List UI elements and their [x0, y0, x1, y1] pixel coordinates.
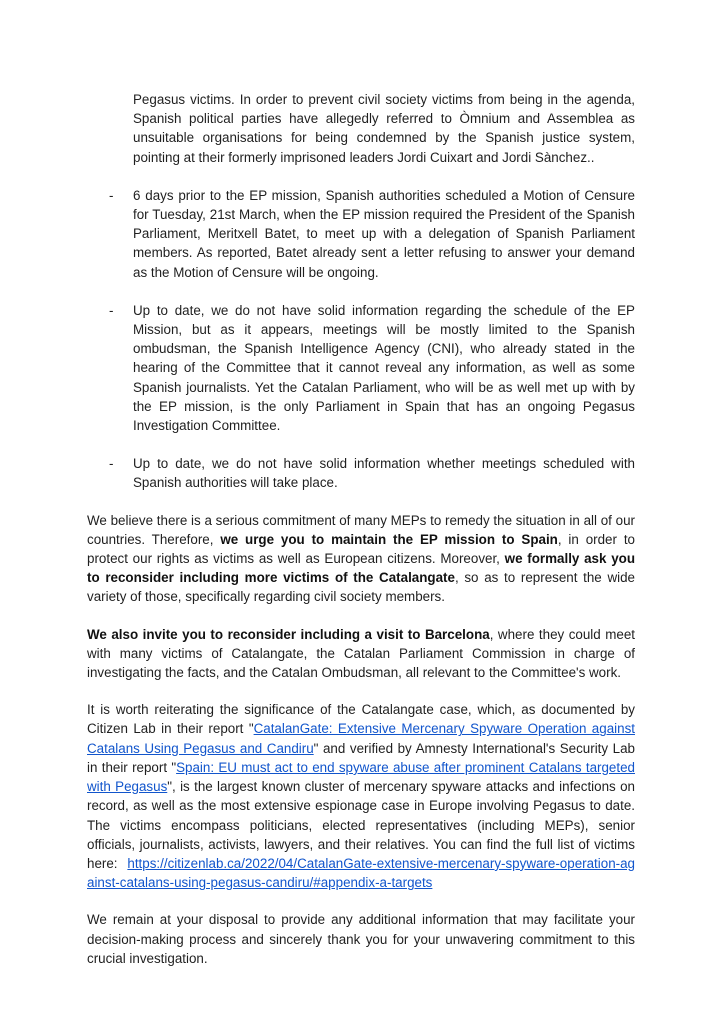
barcelona-bold-invite: We also invite you to reconsider including a visit to Barcelona — [87, 626, 490, 642]
bullet-item-schedule — [87, 301, 635, 435]
bullet-item-motion-of-censure — [87, 186, 635, 282]
amnesty-report-link[interactable]: Spain: EU must act to end spyware abuse after prominent Catalans targeted with Pegasus — [87, 759, 635, 795]
victims-list-url-link[interactable]: https://citizenlab.ca/2022/04/CatalanGate-extensive-mercenary-spyware-operation-against-catalans-using-pegasus-candiru/#appendix-a-targets — [87, 855, 635, 891]
bullet-text: Up to date, we do not have solid information regarding the schedule of the EP Mission, but as it appears, meetings will be mostly limited to the Spanish ombudsman, the Spanish Intelligence Agency (CNI), who already stated in the hearing of the Committee that it cannot reveal any information, as well as some Spanish journalists. Yet the Catalan Parliament, who will be as well met up with by the EP mission, is the only Parliament in Spain that has an ongoing Pegasus Investigation Committee. — [133, 302, 635, 434]
commitment-text-2: , in order to protect our rights as victims as well as European citizens. Moreover, — [87, 531, 635, 567]
significance-text-3: ", is the largest known cluster of mercenary spyware attacks and infections on record, as well as the most extensive espionage case in Europe involving Pegasus to date. The victims encompass politicians, elected representatives (including MEPs), senior officials, journalists, activists, lawyers, and their relatives. You can find the full list of victims here: — [87, 779, 635, 871]
significance-paragraph — [87, 700, 635, 892]
bullet-text: Up to date, we do not have solid information whether meetings scheduled with Spanish authorities will take place. — [133, 456, 635, 491]
bullet-text: 6 days prior to the EP mission, Spanish authorities scheduled a Motion of Censure for Tuesday, 21st March, when the EP mission required the President of the Spanish Parliament, Meritxell Batet, to meet up with a delegation of Spanish Parliament members. As reported, Batet already sent a letter refusing to answer your demand as the Motion of Censure will be ongoing. — [133, 187, 635, 280]
citizenlab-report-link[interactable]: CatalanGate: Extensive Mercenary Spyware Operation against Catalans Using Pegasus and Candiru — [87, 721, 635, 756]
bullet-item-meetings — [87, 454, 635, 492]
barcelona-text: , where they could meet with many victims of Catalangate, the Catalan Parliament Commission in charge of investigating the facts, and the Catalan Ombudsman, all relevant to the Committee's work. — [87, 626, 635, 681]
document-page — [87, 90, 635, 968]
barcelona-paragraph — [87, 625, 635, 683]
closing-paragraph: We remain at your disposal to provide any additional information that may facilitate your decision-making process and sincerely thank you for your unwavering commitment to this crucial investigation. — [87, 912, 635, 966]
commitment-bold-maintain-mission: we urge you to maintain the EP mission to Spain — [220, 531, 558, 547]
bullet-dash: - — [109, 302, 114, 318]
bullet-dash: - — [109, 456, 114, 472]
commitment-text-3: , so as to represent the wide variety of those, specifically regarding civil society members. — [87, 570, 635, 605]
significance-text-2: " and verified by Amnesty International's Security Lab in their report " — [87, 740, 636, 775]
commitment-paragraph — [87, 511, 635, 607]
commitment-text-1: We believe there is a serious commitment of many MEPs to remedy the situation in all of our countries. Therefore, — [87, 512, 635, 547]
bullet-dash: - — [109, 187, 114, 203]
continuation-paragraph: Pegasus victims. In order to prevent civil society victims from being in the agenda, Spanish political parties have allegedly referred to Òmnium and Assemblea as unsuitable organisations for being condemned by the Spanish justice system, pointing at their formerly imprisoned leaders Jordi Cuixart and Jordi Sànchez.. — [133, 92, 635, 165]
commitment-bold-more-victims: we formally ask you to reconsider including more victims of the Catalangate — [87, 551, 636, 586]
significance-text-1: It is worth reiterating the significance of the Catalangate case, which, as documented by Citizen Lab in their report " — [87, 702, 635, 737]
